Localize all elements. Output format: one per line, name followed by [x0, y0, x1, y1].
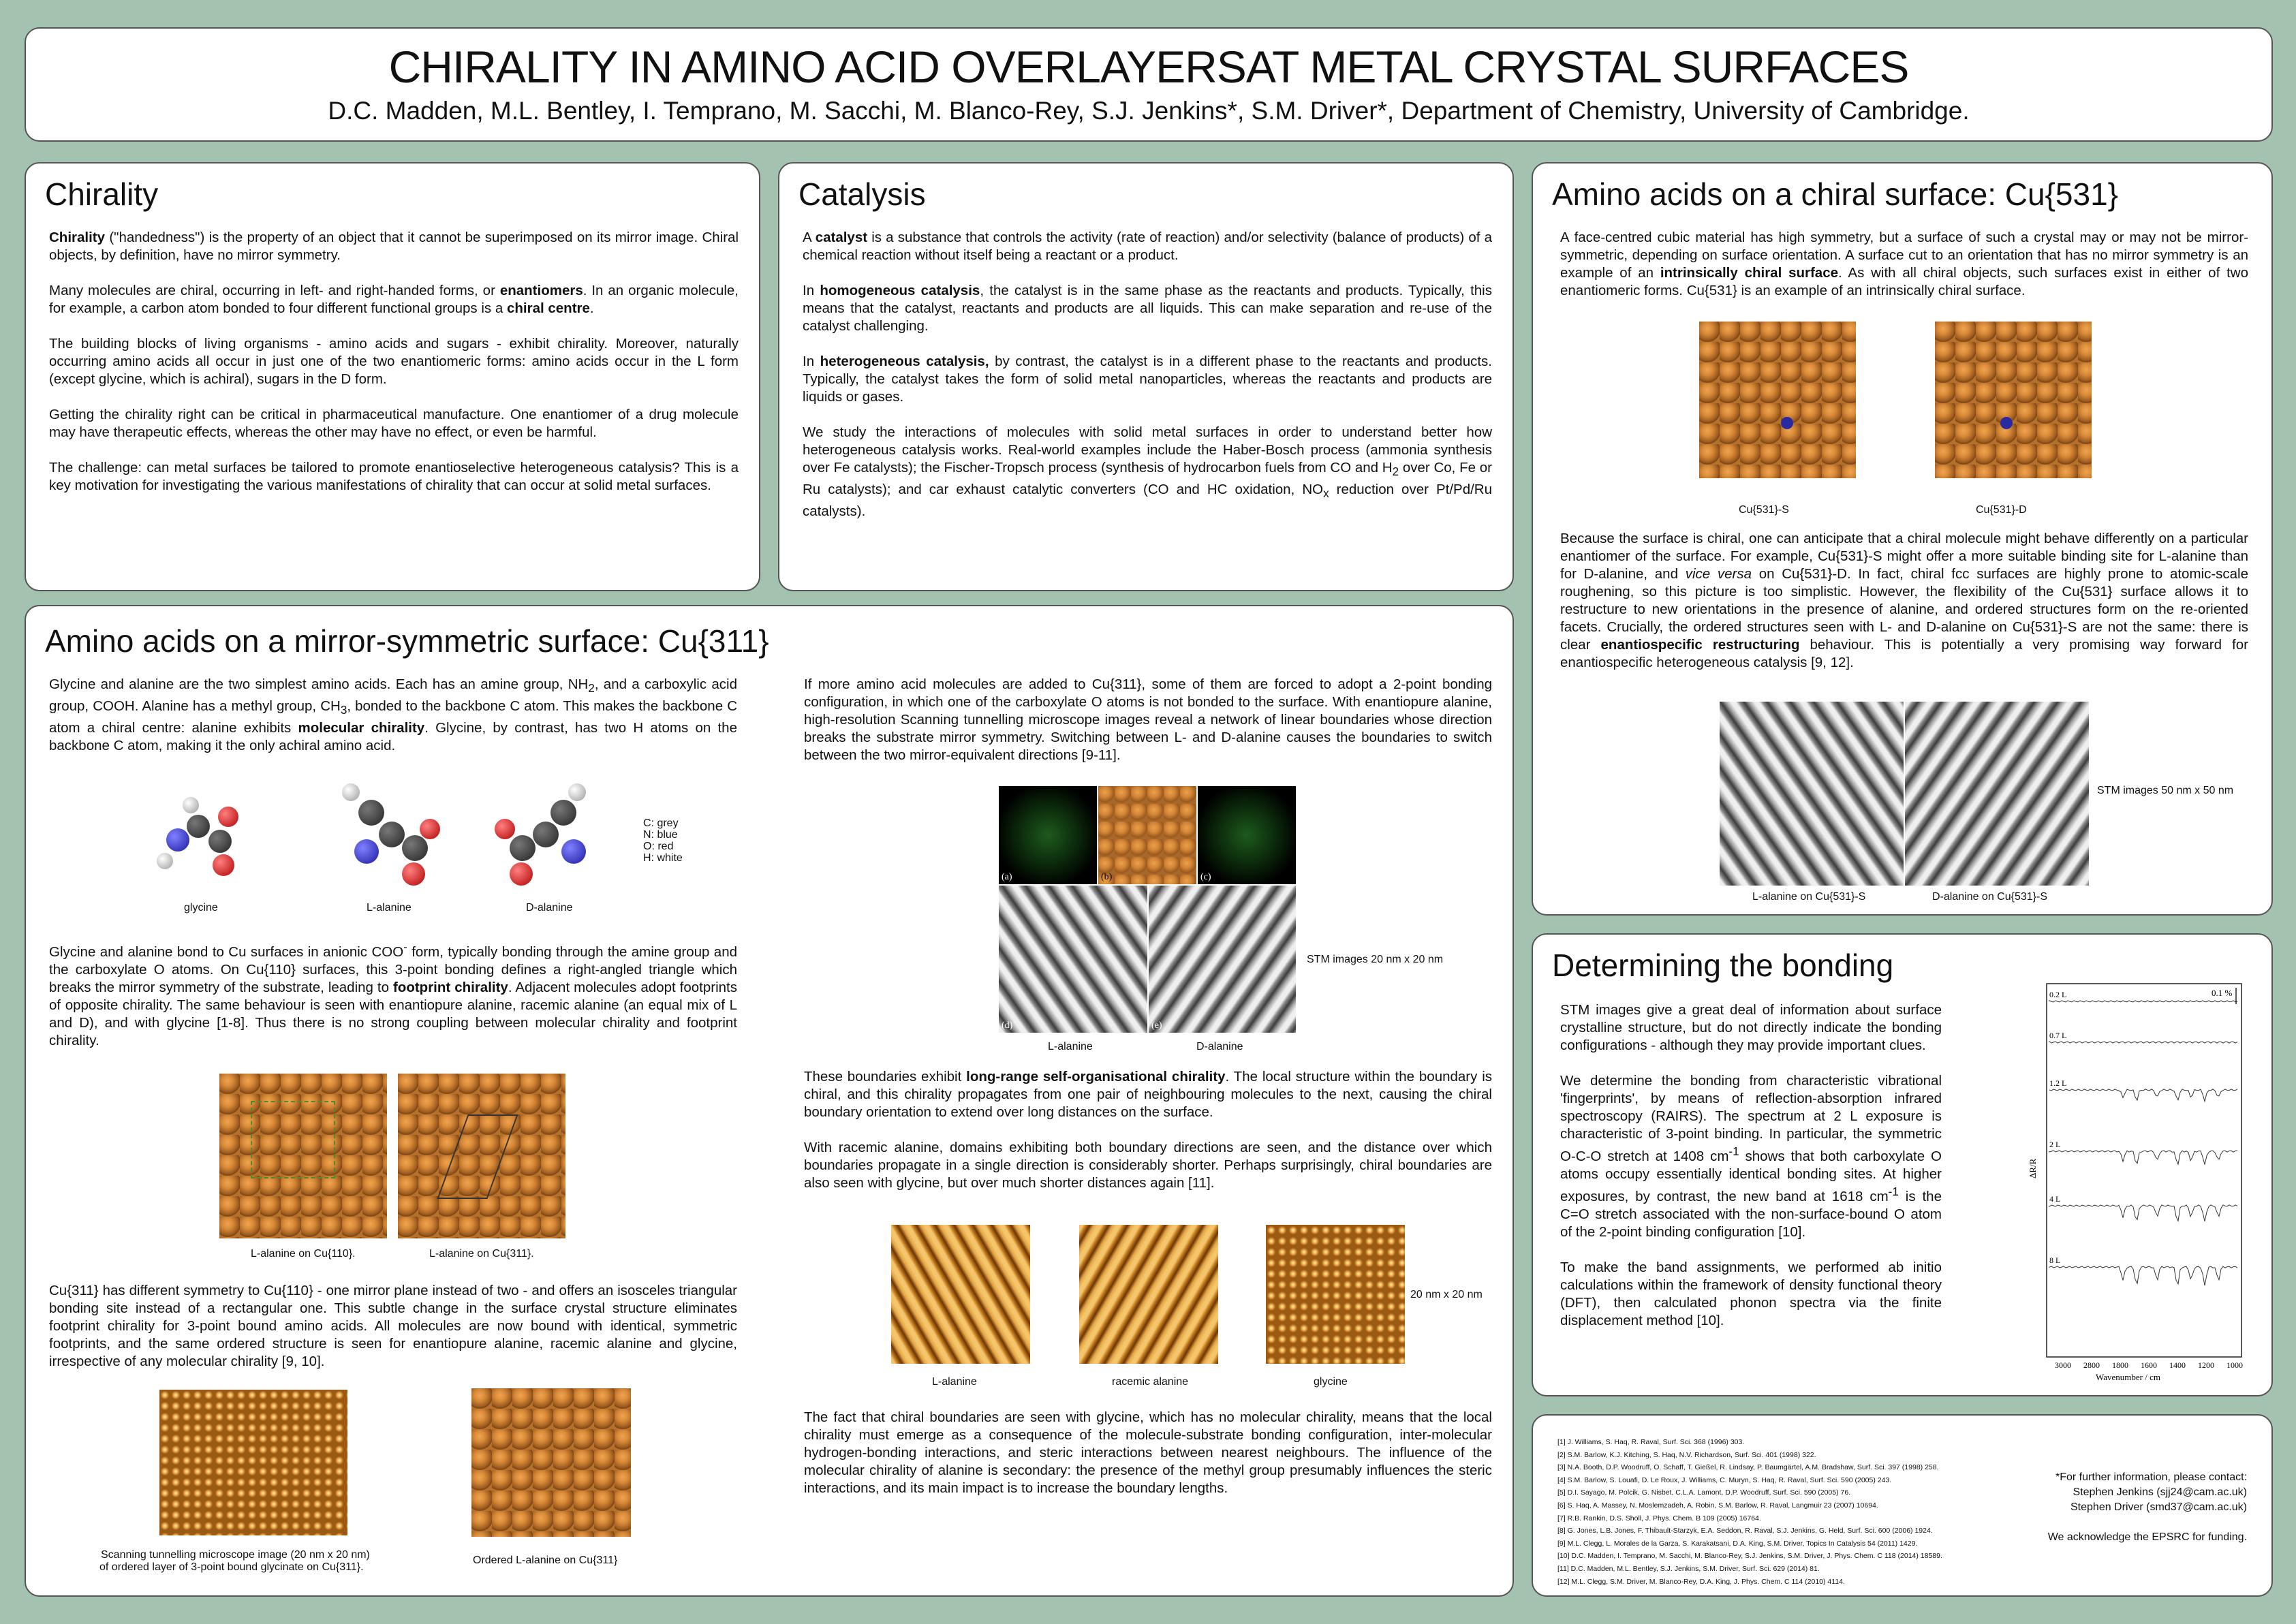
text: is a substance that controls the activity (rate of reaction) and/or selectivity (balance of products) of a chemical reaction without itself being a reactant or a product.	[803, 230, 1492, 263]
paragraph: To make the band assignments, we performed ab initio calculations within the framework of density functional theory (DFT), then calculated phonon spectra via the finite displacement method [10].	[1560, 1259, 1942, 1328]
references-panel	[1532, 1414, 2273, 1597]
d-alanine-molecule-model	[493, 777, 602, 892]
paragraph	[803, 229, 1492, 264]
spectrum-trace	[2049, 1266, 2237, 1285]
superscript: -1	[1728, 1145, 1739, 1158]
adsorption-site-marker	[2000, 417, 2013, 429]
text: shows that both carboxylate O atoms occupy essentially identical bonding sites. At higher exposures, by contrast, the new band at 1618 cm	[1560, 1148, 1942, 1204]
exposure-label: 8 L	[2049, 1255, 2061, 1265]
acknowledgement: We acknowledge the EPSRC for funding.	[2047, 1531, 2247, 1543]
paragraph	[803, 282, 1492, 335]
bold-term: chiral centre	[506, 300, 590, 316]
image-caption: L-alanine on Cu{311}.	[429, 1248, 534, 1260]
nitrogen-atom	[166, 828, 189, 852]
y-axis-label: ΔR/R	[2028, 1158, 2038, 1178]
text: , and a carboxylic acid group, COOH. Alanine has a methyl group, CH	[49, 676, 737, 715]
text: These boundaries exhibit	[804, 1069, 967, 1084]
text: ("handedness") is the property of an object that it cannot be superimposed on its mirror image. Chiral objects, by definition, have no mirror symmetry.	[49, 230, 739, 263]
lalanine-cu311-model-image	[398, 1074, 565, 1238]
cu311-symmetry-text	[49, 1282, 737, 1388]
text: A	[803, 230, 816, 245]
x-axis-ticks	[2055, 1360, 2243, 1370]
x-tick-label: 3000	[2055, 1360, 2071, 1370]
nitrogen-atom	[561, 839, 586, 864]
italic-term: vice versa	[1685, 566, 1752, 582]
bonding-panel	[1532, 933, 2273, 1396]
contact-line: Stephen Jenkins (sjj24@cam.ac.uk)	[2073, 1486, 2247, 1498]
text: We determine the bonding from characteristic vibrational 'fingerprints', by means of reflection-absorption infrared spectroscopy (RAIRS). The spectrum at 2 L exposure is characteristic of 3-point binding. In particular, the symmetric O-C-O stretch at 1408 cm	[1560, 1073, 1942, 1164]
reference-item: [6] S. Haq, A. Massey, N. Moslemzadeh, A. Robin, S.M. Barlow, R. Raval, Langmuir 23 (2007) 10694.	[1557, 1501, 1878, 1510]
image-caption: D-alanine	[1196, 1041, 1243, 1052]
superscript: -1	[1888, 1185, 1899, 1198]
nitrogen-atom	[354, 839, 379, 864]
footprint-text	[49, 939, 737, 1067]
exposure-label: 4 L	[2049, 1194, 2061, 1204]
bold-term: long-range self-organisational chirality	[966, 1069, 1226, 1084]
image-caption: racemic alanine	[1112, 1376, 1189, 1388]
chiral-surface-intro	[1560, 229, 2248, 317]
glycine-molecule-model	[147, 792, 243, 880]
poster-title: CHIRALITY IN AMINO ACID OVERLAYERSAT METAL CRYSTAL SURFACES	[388, 42, 1909, 92]
stm-image-glycine-boundaries	[1266, 1225, 1405, 1364]
contact-line: Stephen Driver (smd37@cam.ac.uk)	[2070, 1501, 2247, 1513]
reference-list	[1557, 1436, 2000, 1588]
bold-term: heterogeneous catalysis,	[820, 354, 989, 369]
stm-size-note: 20 nm x 20 nm	[1410, 1289, 1483, 1300]
chirality-text	[49, 229, 739, 512]
x-tick-label: 2800	[2083, 1360, 2100, 1370]
section-title: Chirality	[45, 176, 159, 212]
carbon-atom	[379, 822, 405, 847]
paragraph	[49, 676, 737, 755]
stm-size-note: STM images 20 nm x 20 nm	[1307, 954, 1444, 965]
subscript: x	[1323, 487, 1329, 501]
oxygen-atom	[420, 819, 440, 839]
spectrum-trace	[2049, 1151, 2237, 1165]
oxygen-atom	[402, 862, 425, 886]
hydrogen-atom	[183, 797, 199, 813]
bold-term: footprint chirality	[392, 979, 508, 995]
text: by contrast, the catalyst is in a different phase to the reactants and products. Typically, the catalyst takes the form of solid metal nanoparticles, whereas the reactants and products are liquids or gases.	[803, 354, 1492, 405]
carbon-atom	[550, 800, 576, 826]
subscript: 2	[1392, 465, 1399, 479]
cu531-d-model-image	[1935, 322, 2092, 478]
text: We study the interactions of molecules with solid metal surfaces in order to understand better how heterogeneous catalysis works. Real-world examples include the Haber-Bosch process (ammonia synthesis over Fe catalysts); the Fischer-Tropsch process (synthesis of hydrocarbon fuels from CO and H	[803, 424, 1492, 475]
oxygen-atom	[218, 807, 238, 827]
reference-item: [11] D.C. Madden, M.L. Bentley, S.J. Jenkins, S.M. Driver, Surf. Sci. 629 (2014) 81.	[1557, 1564, 1820, 1573]
paragraph	[1560, 229, 2248, 300]
panel-label: (b)	[1101, 872, 1113, 882]
text: . In an organic molecule, for example, a carbon atom bonded to four different functional groups is a	[49, 283, 739, 316]
contact-line: *For further information, please contact:	[2055, 1471, 2247, 1483]
paragraph	[49, 282, 739, 317]
image-caption: glycine	[1314, 1376, 1348, 1388]
panel-label: (a)	[1002, 872, 1012, 882]
text: . Adjacent molecules adopt footprints of opposite chirality. The same behaviour is seen with enantiopure alanine, racemic alanine (an equal mix of L and D), and with glycine [1-8]. Thus there is no strong coupling between molecular chirality and footprint chirality.	[49, 979, 737, 1048]
paragraph: With racemic alanine, domains exhibiting both boundary directions are seen, and the distance over which boundaries propagate in a single direction is considerably shorter. Perhaps surprisingly, chiral boundaries are also seen with glycine, but over much shorter distances again [11].	[804, 1140, 1492, 1191]
text: In	[803, 283, 820, 298]
legend-entry: O: red	[643, 841, 674, 852]
paragraph: STM images give a great deal of information about surface crystalline structure, but do not directly indicate the bonding configurations - although they may provide important clues.	[1560, 1002, 1942, 1053]
hydrogen-atom	[157, 853, 173, 869]
paragraph	[804, 1068, 1492, 1121]
text: is the C=O stretch associated with the non-surface-bound O atom of the 2-point binding configuration [10].	[1560, 1188, 1942, 1240]
text: .	[589, 300, 594, 316]
reference-item: [7] R.B. Rankin, D.S. Sholl, J. Phys. Chem. B 109 (2005) 16764.	[1557, 1514, 1761, 1522]
carbon-atom	[510, 835, 536, 861]
stm-image-dalanine-cu311	[1149, 886, 1296, 1033]
text: . As with all chiral objects, such surfaces exist in either of two enantiomeric forms. Cu{531} is an example of an intrinsically chiral surface.	[1560, 265, 2248, 298]
image-caption: L-alanine on Cu{110}.	[251, 1248, 356, 1260]
paragraph	[49, 229, 739, 264]
section-title: Catalysis	[798, 176, 926, 212]
bonding-text	[1560, 1001, 1942, 1347]
molecule-label: L-alanine	[367, 902, 412, 914]
boundary-chirality-text	[804, 1068, 1492, 1210]
reference-item: [8] G. Jones, L.B. Jones, F. Thibault-Starzyk, E.A. Seddon, R. Raval, S.J. Jenkins, G. Held, Surf. Sci. 600 (2006) 1924.	[1557, 1527, 1933, 1535]
reference-item: [10] D.C. Madden, I. Temprano, M. Sacchi, M. Blanco-Rey, S.J. Jenkins, S.M. Driver, J. Phys. Chem. C 118 (2014) 18589.	[1557, 1552, 1942, 1561]
text: Many molecules are chiral, occurring in left- and right-handed forms, or	[49, 283, 500, 298]
bold-term: enantiospecific restructuring	[1600, 637, 1800, 653]
text: . Glycine, by contrast, has two H atoms on the backbone C atom, making it the only achiral amino acid.	[49, 720, 737, 754]
chiral-surface-panel	[1532, 162, 2273, 916]
leed-pattern-image-c	[1198, 786, 1296, 884]
paragraph: If more amino acid molecules are added to Cu{311}, some of them are forced to adopt a 2-point bonding configuration, in which one of the carboxylate O atoms is not bonded to the surface. With enantiopure alanine, high-resolution Scanning tunnelling microscope images reveal a network of linear boundaries whose direction breaks the substrate mirror symmetry. Switching between L- and D-alanine causes the boundaries to switch between the two mirror-equivalent directions [9-11].	[804, 676, 1492, 763]
rairs-spectra-figure	[2021, 974, 2244, 1383]
text: reduction over Pt/Pd/Ru catalysts).	[803, 482, 1493, 520]
spectrum-trace	[2049, 1205, 2237, 1221]
legend-entry: H: white	[643, 852, 683, 864]
paragraph: The fact that chiral boundaries are seen with glycine, which has no molecular chirality, means that the local chirality must emerge as a consequence of the molecule-substrate bonding configuration, inter-molecular hydrogen-bonding interactions, and steric interactions between nearest neighbours. The influence of the molecular chirality of alanine is secondary: the presence of the methyl group presumably influences the steric interactions, and its main impact is to increase the boundary lengths.	[804, 1409, 1492, 1496]
image-caption: Cu{531}-D	[1976, 504, 2027, 516]
unit-cell-outline	[437, 1114, 518, 1199]
spectra-traces	[2049, 990, 2237, 1285]
stm-image-lalanine-cu531	[1720, 702, 1904, 886]
text: Glycine and alanine are the two simplest amino acids. Each has an amine group, NH	[49, 676, 589, 692]
adsorption-site-marker	[1781, 417, 1793, 429]
molecule-label: D-alanine	[526, 902, 573, 914]
spectrum-trace	[2049, 1001, 2237, 1002]
stm-image-glycinate-cu311	[159, 1390, 347, 1535]
paragraph: The building blocks of living organisms - amino acids and sugars - exhibit chirality. Moreover, naturally occurring amino acids all occur in just one of the two enantiomeric forms: amino acids occur in the L form (except glycine, which is achiral), sugars in the D form.	[49, 336, 739, 387]
carbon-atom	[208, 830, 232, 853]
mirror-intro-text	[49, 676, 737, 772]
panel-label: (d)	[1002, 1020, 1013, 1031]
exposure-label: 2 L	[2049, 1140, 2061, 1149]
exposure-label: 0.2 L	[2049, 990, 2067, 999]
image-caption: L-alanine on Cu{531}-S	[1752, 891, 1866, 903]
image-caption: Cu{531}-S	[1739, 504, 1789, 516]
lalanine-cu110-model-image	[219, 1074, 387, 1238]
bold-term: intrinsically chiral surface	[1660, 265, 1839, 281]
reference-item: [12] M.L. Clegg, S.M. Driver, M. Blanco-Rey, D.A. King, J. Phys. Chem. C 114 (2010) 4114.	[1557, 1577, 1845, 1586]
image-caption: L-alanine	[1048, 1041, 1093, 1052]
bold-term: Chirality	[49, 230, 106, 245]
reference-item: [1] J. Williams, S. Haq, R. Raval, Surf. Sci. 368 (1996) 303.	[1557, 1438, 1745, 1446]
title-banner	[25, 27, 2273, 142]
stm-image-lalanine-cu311	[999, 886, 1147, 1033]
paragraph	[49, 939, 737, 1050]
bold-term: homogeneous catalysis	[820, 283, 980, 298]
carbon-atom	[533, 822, 559, 847]
stm-image-dalanine-cu531	[1905, 702, 2089, 886]
exposure-label: 0.7 L	[2049, 1031, 2067, 1040]
x-axis-label: Wavenumber / cm	[2096, 1372, 2160, 1382]
reference-item: [2] S.M. Barlow, K.J. Kitching, S. Haq, N.V. Richardson, Surf. Sci. 401 (1998) 322.	[1557, 1450, 1816, 1459]
text: on Cu{531}-D. In fact, chiral fcc surfaces are highly prone to atomic-scale roughening, so this picture is too simplistic. However, the flexibility of the Cu{531} surface allows it to restructure to new orientations in the presence of alanine, and ordered structures form on the re-oriented facets. Crucially, the ordered structures seen with L- and D-alanine on Cu{531}-S are not the same: there is clear	[1560, 566, 2249, 653]
spectra-frame	[2047, 984, 2241, 1357]
molecule-label: glycine	[184, 902, 218, 914]
text: behaviour. This is potentially a very promising way forward for enantiospecific heterogeneous catalysis [9, 12].	[1560, 637, 2248, 670]
scale-label: 0.1 %	[2212, 988, 2233, 998]
poster-authors: D.C. Madden, M.L. Bentley, I. Temprano, M. Sacchi, M. Blanco-Rey, S.J. Jenkins*, S.M. Driver*, Department of Chemistry, University of Cambridge.	[328, 97, 1970, 125]
legend-entry: N: blue	[643, 829, 678, 841]
panel-label: (c)	[1200, 872, 1211, 882]
leed-pattern-image-a	[999, 786, 1097, 884]
text: , bonded to the backbone C atom. This makes the backbone C atom a chiral centre: alanine exhibits	[49, 698, 738, 736]
panel-label: (e)	[1151, 1020, 1162, 1031]
reference-item: [5] D.I. Sayago, M. Polcik, G. Nisbet, C.L.A. Lamont, D.P. Woodruff, Surf. Sci. 590 (2005) 76.	[1557, 1488, 1851, 1497]
hydrogen-atom	[568, 783, 586, 801]
text: A face-centred cubic material has high symmetry, but a surface of such a crystal may or may not be mirror-symmetric, depending on surface orientation. A surface cut to an orientation that has no mirror symmetry is an example of an	[1560, 230, 2248, 281]
text: In	[803, 354, 820, 369]
carbon-atom	[358, 800, 384, 826]
paragraph	[1560, 1072, 1942, 1241]
image-caption: Scanning tunnelling microscope image (20 nm x 20 nm)	[101, 1549, 370, 1561]
unit-cell-outline	[251, 1101, 335, 1178]
chirality-panel	[25, 162, 760, 591]
x-tick-label: 1000	[2227, 1360, 2243, 1370]
superscript: -	[403, 941, 407, 954]
stm-image-racemic-alanine-boundaries	[1079, 1225, 1218, 1364]
paragraph: Cu{311} has different symmetry to Cu{110} - one mirror plane instead of two - and offers an isosceles triangular bonding site instead of a rectangular one. This subtle change in the surface crystal structure eliminates footprint chirality for 3-point bound amino acids. All molecules are now bound with identical, symmetric footprints, and the same ordered structure is seen for enantiopure alanine, racemic alanine and glycine, irrespective of any molecular chirality [9, 10].	[49, 1283, 737, 1369]
l-alanine-molecule-model	[334, 777, 443, 892]
subscript: 2	[588, 682, 595, 696]
catalysis-text	[803, 229, 1492, 538]
bold-term: enantiomers	[499, 283, 583, 298]
cu531-s-model-image	[1699, 322, 1856, 478]
reference-item: [9] M.L. Clegg, L. Morales de la Garza, S. Karakatsani, D.A. King, S.M. Driver, Topics In Catalysis 54 (2011) 1429.	[1557, 1539, 1918, 1548]
text: Glycine and alanine bond to Cu surfaces in anionic COO	[49, 943, 404, 960]
image-caption: L-alanine	[932, 1376, 977, 1388]
x-tick-label: 1600	[2141, 1360, 2157, 1370]
glycine-boundary-text	[804, 1409, 1492, 1515]
chiral-surface-text	[1560, 530, 2248, 689]
text: . The local structure within the boundary is chiral, and this chirality propagates from one pair of neighbouring molecules to the next, causing the chiral boundary orientation to extend over long distances on the surface.	[804, 1069, 1493, 1120]
oxygen-atom	[510, 862, 533, 886]
legend-entry: C: grey	[643, 817, 679, 829]
text: , the catalyst is in the same phase as the reactants and products. Typically, this means that the catalyst, reactants and products are all liquids. This can make separation and re-use of the catalyst challenging.	[803, 283, 1492, 334]
stm-image-lalanine-boundaries	[891, 1225, 1030, 1364]
text: Because the surface is chiral, one can anticipate that a chiral molecule might behave differently on a particular enantiomer of the surface. For example, Cu{531}-S might offer a more suitable binding site for L-alanine than for D-alanine, and	[1560, 531, 2248, 582]
catalysis-panel	[778, 162, 1514, 591]
paragraph	[803, 353, 1492, 406]
reference-item: [3] N.A. Booth, D.P. Woodruff, O. Schaff, T. Gießel, R. Lindsay, P. Baumgärtel, A.M. Bradshaw, Surf. Sci. 397 (1998) 258.	[1557, 1463, 1939, 1472]
section-title: Amino acids on a chiral surface: Cu{531}	[1552, 176, 2119, 212]
text: form, typically bonding through the amine group and the carboxylate O atoms. On Cu{110} surfaces, this 3-point bonding defines a right-angled triangle which breaks the mirror symmetry of the substrate, leading to	[49, 943, 737, 995]
oxygen-atom	[495, 819, 515, 839]
section-title: Determining the bonding	[1552, 948, 1894, 983]
mirror-surface-panel	[25, 605, 1514, 1597]
section-title: Amino acids on a mirror-symmetric surface: Cu{311}	[45, 623, 769, 659]
image-caption: of ordered layer of 3-point bound glycinate on Cu{311}.	[99, 1561, 364, 1573]
paragraph	[803, 424, 1492, 520]
image-caption: D-alanine on Cu{531}-S	[1932, 891, 2048, 903]
paragraph	[1560, 530, 2248, 672]
bold-term: molecular chirality	[298, 720, 425, 736]
spectrum-trace	[2049, 1089, 2237, 1102]
paragraph: Getting the chirality right can be critical in pharmaceutical manufacture. One enantiomer of a drug molecule may have therapeutic effects, whereas the other may have no effect, or even be harmful.	[49, 407, 739, 440]
atom-colour-legend	[643, 817, 683, 864]
contact-info	[2048, 1470, 2247, 1545]
stm-size-note: STM images 50 nm x 50 nm	[2097, 785, 2234, 796]
exposure-label: 1.2 L	[2049, 1078, 2067, 1088]
carbon-atom	[187, 815, 210, 838]
reference-item: [4] S.M. Barlow, S. Louafi, D. Le Roux, J. Williams, C. Muryn, S. Haq, R. Raval, Surf. Sci. 590 (2005) 243.	[1557, 1475, 1892, 1484]
bold-term: catalyst	[815, 230, 868, 245]
carbon-atom	[402, 835, 428, 861]
subscript: 3	[340, 704, 347, 717]
text: over Co, Fe or Ru catalysts); and car exhaust catalytic converters (CO and HC oxidation, NO	[803, 460, 1492, 498]
hydrogen-atom	[342, 783, 360, 801]
two-point-bonding-text	[804, 676, 1492, 782]
oxygen-atom	[213, 854, 234, 876]
paragraph: The challenge: can metal surfaces be tailored to promote enantioselective heterogeneous catalysis? This is a key motivation for investigating the various manifestations of chirality that can occur at solid metal surfaces.	[49, 460, 739, 493]
spectrum-trace	[2049, 1042, 2237, 1043]
ordered-lalanine-cu311-model-image	[471, 1388, 631, 1537]
image-caption: Ordered L-alanine on Cu{311}	[473, 1555, 618, 1566]
x-tick-label: 1800	[2112, 1360, 2128, 1370]
x-tick-label: 1200	[2198, 1360, 2214, 1370]
cu311-model-image-b	[1098, 786, 1196, 884]
x-tick-label: 1400	[2169, 1360, 2186, 1370]
